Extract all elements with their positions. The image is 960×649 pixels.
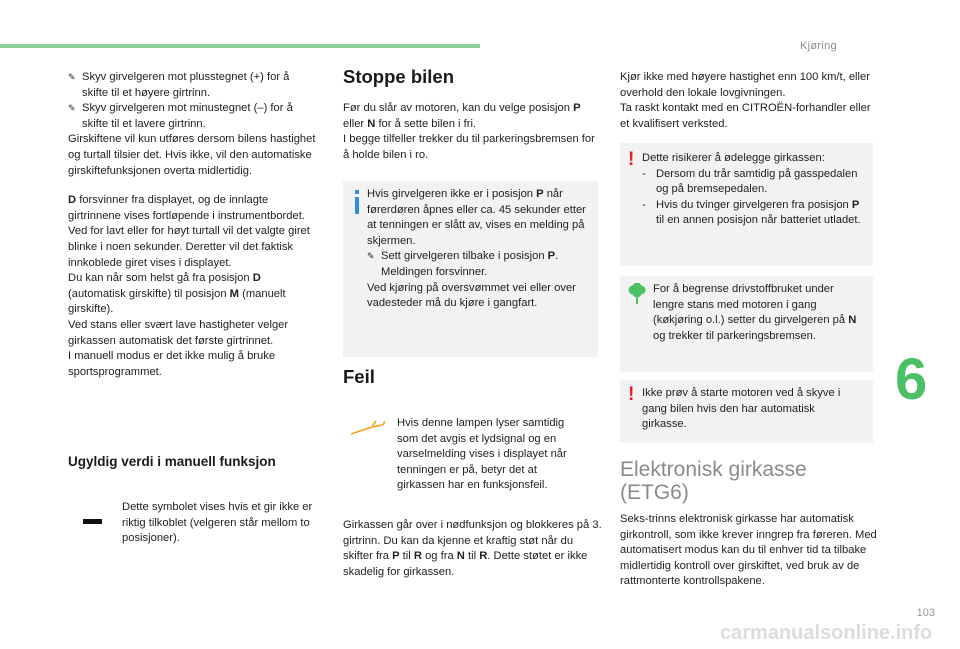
column-3-intro — [620, 70, 875, 132]
list-item — [68, 101, 318, 132]
paragraph: Ta raskt kontakt med en CITROËN-forhandler eller et kvalifisert verksted. — [620, 102, 871, 130]
warning-text: Ikke prøv å starte motoren ved å skyve i gang bilen hvis den har automatisk girkasse. — [642, 387, 841, 431]
neutral-bar-icon — [83, 519, 102, 524]
section-title-line: Elektronisk girkasse — [620, 458, 807, 481]
warning-box — [620, 143, 873, 266]
list-item — [642, 198, 870, 229]
bullet-text: Dersom du trår samtidig på gasspedalen og på bremsepedalen. — [656, 167, 858, 196]
info-box — [343, 181, 598, 357]
bullet-text: Skyv girvelgeren mot minustegnet (–) for å skifte til et lavere girtrinn. — [82, 102, 293, 130]
bullet-arrow-icon: ✎ — [68, 72, 76, 82]
paragraph: Kjør ikke med høyere hastighet enn 100 km/t, eller overhold den lokale lovgivningen. — [620, 71, 870, 99]
paragraph: D forsvinner fra displayet, og de innlagte girtrinnene vises fortløpende i instrumentbordet. — [68, 194, 305, 222]
bullet-text: Sett girvelgeren tilbake i posisjon P. Meldingen forsvinner. — [381, 250, 559, 278]
section-title — [620, 458, 880, 504]
paragraph: Hvis girvelgeren ikke er i posisjon P når førerdøren åpnes eller ca. 45 sekunder etter at tenningen er slått av, vises en melding på skjermen. — [367, 188, 586, 247]
paragraph: I begge tilfeller trekker du til parkeringsbremsen for å holde bilen i ro. — [343, 133, 595, 161]
paragraph: Ved kjøring på oversvømmet vei eller over vadesteder må du kjøre i gangfart. — [367, 281, 576, 310]
list-item — [642, 167, 870, 198]
dash-marker: - — [642, 167, 646, 180]
paragraph: Ved for lavt eller for høyt turtall vil det valgte giret blinke i noen sekunder. Deretter vil det faktisk innkoblede giret vises i displayet. — [68, 225, 310, 269]
eco-tree-icon — [628, 283, 646, 305]
bullet-arrow-icon: ✎ — [68, 103, 76, 114]
warning-content — [642, 151, 870, 229]
section-label: Kjøring — [800, 40, 837, 52]
column-1 — [68, 70, 318, 380]
eco-box — [620, 276, 873, 372]
info-icon — [355, 190, 359, 214]
bullet-arrow-icon: ✎ — [367, 251, 375, 262]
header-accent-bar — [0, 44, 480, 48]
list-item — [68, 70, 318, 101]
warning-box — [620, 380, 873, 443]
eco-text: For å begrense drivstoffbruket under lengre stans med motoren i gang (køkjøring o.l.) setter du girvelgeren på N og trekker til parkeringsbremsen. — [653, 283, 857, 342]
warning-icon: ! — [628, 384, 635, 405]
section-heading: Stoppe bilen — [343, 66, 454, 87]
warning-icon: ! — [628, 149, 635, 170]
fault-lamp-description: Hvis denne lampen lyser samtidig som det avgis et lydsignal og en varselmelding vises i displayet når tenningen er på, betyr det at girkassen har en funksjonsfeil. — [397, 417, 567, 492]
paragraph: I manuell modus er det ikke mulig å bruke sportsprogrammet. — [68, 350, 276, 378]
paragraph: Dette risikerer å ødelegge girkassen: — [642, 152, 825, 164]
dash-marker: - — [642, 198, 646, 211]
page-number: 103 — [916, 607, 935, 619]
list-item — [367, 249, 589, 280]
info-content — [367, 187, 589, 312]
section-heading: Feil — [343, 366, 375, 387]
chapter-number: 6 — [895, 347, 928, 412]
column-2-intro — [343, 101, 601, 163]
wrench-icon — [350, 418, 386, 436]
paragraph: Du kan når som helst gå fra posisjon D (automatisk girskifte) til posisjon M (manuelt girskifte). — [68, 272, 286, 316]
paragraph: Seks-trinns elektronisk girkasse har automatisk girkontroll, som ikke krever inngrep fra føreren. Med automatisert modus kan du til enhver tid ta tilbake midlertidig kontroll over girskiftet, ved bruk av de rattmonterte kontrollspakene. — [620, 513, 877, 588]
bullet-text: Hvis du tvinger girvelgeren fra posisjon P til en annen posisjon når batteriet utladet. — [656, 198, 861, 227]
paragraph: Girkassen går over i nødfunksjon og blokkeres på 3. girtrinn. Du kan da kjenne et kraftig støt når du skifter fra P til R og fra N til R. Dette støtet er ikke skadelig for girkassen. — [343, 519, 602, 578]
paragraph: Girskiftene vil kun utføres dersom bilens hastighet og turtall tilsier det. Hvis ikke, vil den automatiske girskiftefunksjonen overta midlertidig. — [68, 133, 316, 177]
symbol-description: Dette symbolet vises hvis et gir ikke er riktig tilkoblet (velgeren står mellom to posisjoner). — [122, 501, 313, 545]
paragraph: Før du slår av motoren, kan du velge posisjon P eller N for å sette bilen i fri. — [343, 102, 581, 130]
paragraph: Ved stans eller svært lave hastigheter velger girkassen automatisk det første girtrinnet. — [68, 318, 289, 347]
section-title-line: (ETG6) — [620, 481, 689, 504]
watermark: carmanualsonline.info — [720, 622, 933, 644]
bullet-text: Skyv girvelgeren mot plusstegnet (+) for å skifte til et høyere girtrinn. — [82, 71, 290, 99]
section-heading: Ugyldig verdi i manuell funksjon — [68, 454, 276, 469]
